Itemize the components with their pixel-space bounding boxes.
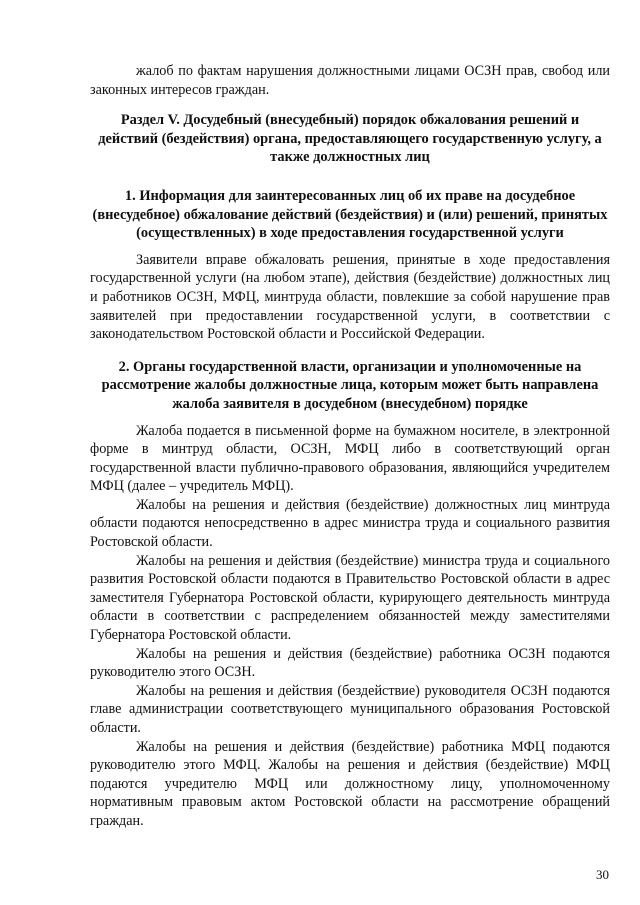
- subsection-2-paragraph: Жалобы на решения и действия (бездействие) руководителя ОСЗН подаются главе администрации соответствующего муниципального образования Ростовской области.: [90, 682, 610, 736]
- subsection-1-title: 1. Информация для заинтересованных лиц об их праве на досудебное (внесудебное) обжалование действий (бездействия) и (или) решений, принятых (осуществленных) в ходе предоставления государственной услуги: [92, 187, 608, 242]
- subsection-2-paragraph: Жалобы на решения и действия (бездействие) должностных лиц минтруда области подаются непосредственно в адрес министра труда и социального развития Ростовской области.: [90, 496, 610, 551]
- subsection-2-paragraph: Жалобы на решения и действия (бездействие) работника ОСЗН подаются руководителю этого ОСЗН.: [90, 645, 610, 681]
- page-number: 30: [596, 867, 609, 882]
- subsection-2-paragraph: Жалобы на решения и действия (бездействие) министра труда и социального развития Ростовской области подаются в Правительство Ростовской области в адрес заместителя Губернатора Ростовской области, курирующего деятельность минтруда области в соответствии с распределением обязанностей между заместителями Губернатора Ростовской области.: [90, 552, 610, 644]
- subsection-2-title: 2. Органы государственной власти, организации и уполномоченные на рассмотрение жалобы должностные лица, которым может быть направлена жалоба заявителя в досудебном (внесудебном) порядке: [101, 358, 599, 412]
- page-content: [90, 62, 610, 831]
- section-title: Раздел V. Досудебный (внесудебный) порядок обжалования решений и действий (бездействия) органа, предоставляющего государственную услугу, а также должностных лиц: [98, 112, 602, 166]
- subsection-2-paragraph: Жалоба подается в письменной форме на бумажном носителе, в электронной форме в минтруд области, ОСЗН, МФЦ либо в соответствующий орган государственной власти публично-правового образования, являющийся учредителем МФЦ (далее – учредитель МФЦ).: [90, 422, 610, 495]
- subsection-2-paragraph: Жалобы на решения и действия (бездействие) работника МФЦ подаются руководителю этого МФЦ. Жалобы на решения и действия (бездействие) МФЦ подаются учредителю МФЦ или должностному лицу, уполномоченному нормативным правовым актом Ростовской области на рассмотрение обращений граждан.: [90, 738, 610, 829]
- intro-paragraph: жалоб по фактам нарушения должностными лицами ОСЗН прав, свобод или законных интересов граждан.: [90, 63, 610, 98]
- subsection-1-paragraph: Заявители вправе обжаловать решения, принятые в ходе предоставления государственной услуги (на любом этапе), действия (бездействие) должностных лиц и работников ОСЗН, МФЦ, минтруда области, повлекшие за собой нарушение прав заявителей при предоставлении государственной услуги, в соответствии с законодательством Ростовской области и Российской Федерации.: [90, 251, 610, 343]
